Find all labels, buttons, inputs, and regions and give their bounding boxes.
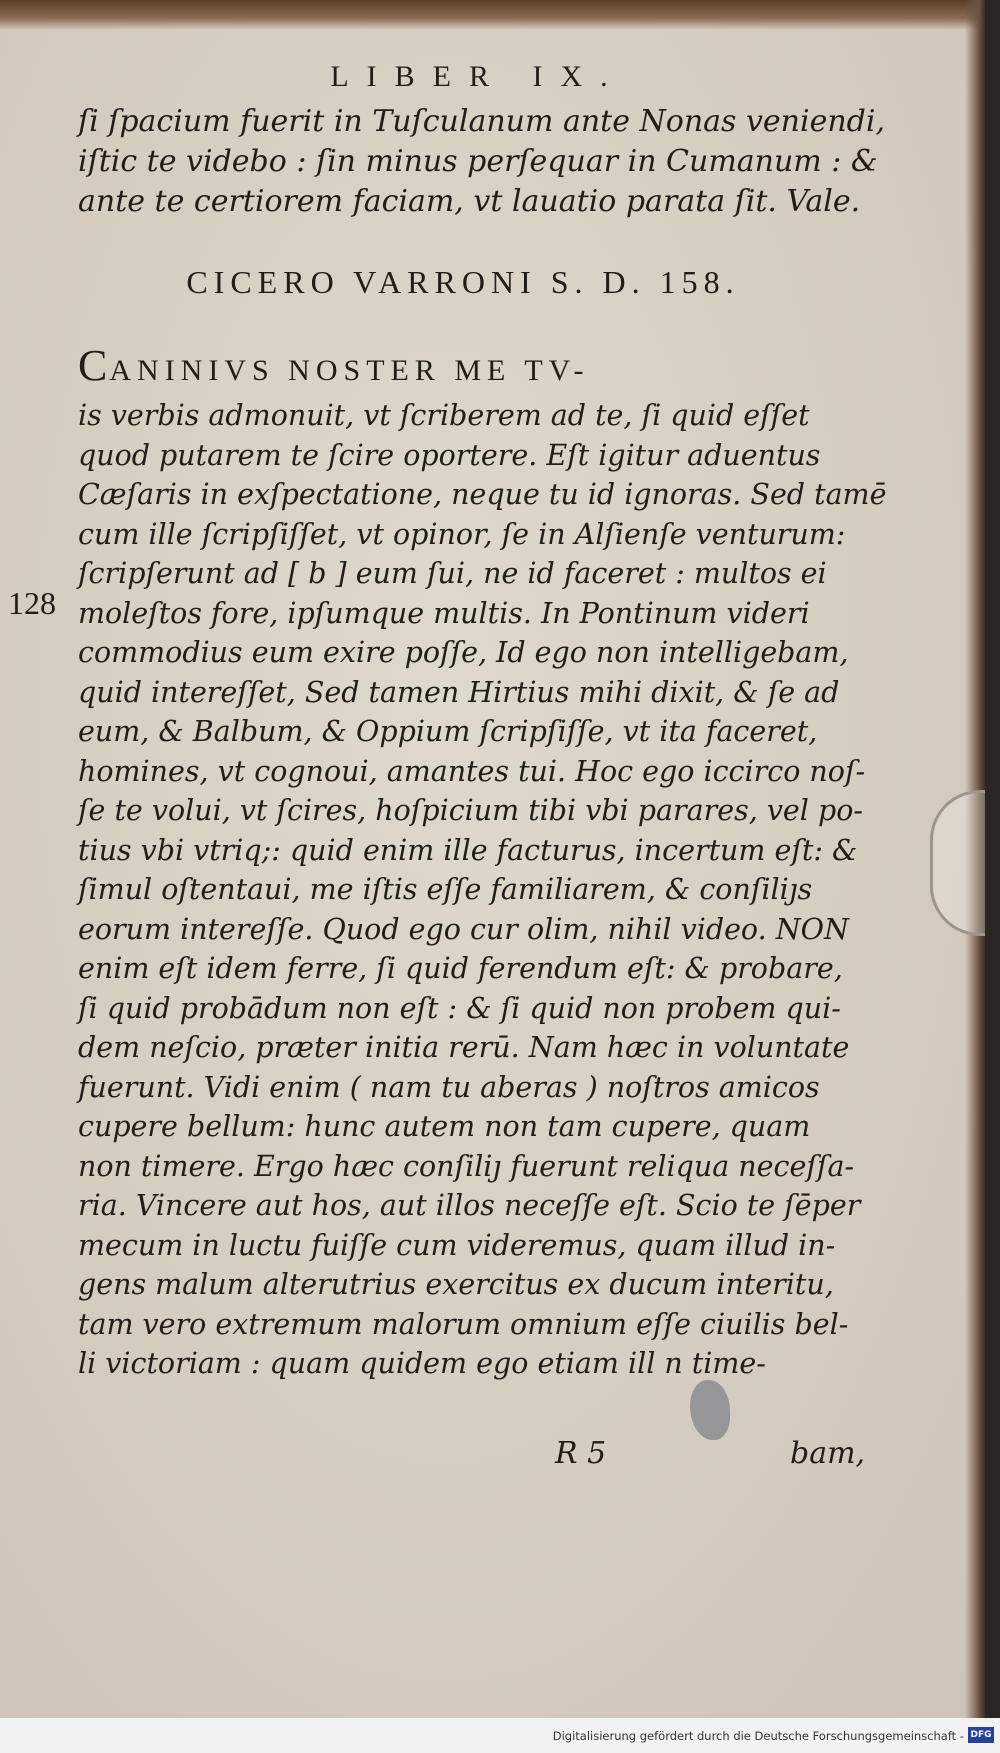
text-line: ante te certiorem faciam, vt lauatio parata ſit. Vale.	[78, 184, 861, 219]
ink-stain	[690, 1380, 730, 1440]
text-line: tius vbi vtriq;: quid enim ille facturus, incertum eſt: &	[78, 833, 858, 867]
text-line: tam vero extremum malorum omnium eſſe ciuilis bel-	[78, 1307, 849, 1341]
text-line: Cæſaris in exſpectatione, neque tu id ignoras. Sed tamē	[78, 478, 887, 511]
text-line: dem neſcio, præter initia rerū. Nam hæc in voluntate	[78, 1031, 850, 1064]
text-line: cum ille ſcripſiſſet, vt opinor, ſe in Alſienſe venturum:	[78, 517, 846, 551]
running-head: LIBER IX.	[330, 60, 626, 93]
margin-page-number: 128	[8, 585, 56, 621]
letter-body	[78, 396, 887, 1384]
text-line: ſcripſerunt ad [ b ] eum ſui, ne id faceret : multos ei	[78, 557, 827, 590]
signature-mark: R 5	[555, 1436, 607, 1471]
footer-credit: Digitalisierung gefördert durch die Deutsche Forschungsgemeinschaft -	[552, 1729, 964, 1743]
text-line: eorum intereſſe. Quod ego cur olim, nihil video. NON	[78, 912, 849, 946]
first-line	[78, 341, 848, 396]
page-top-edge	[0, 0, 985, 30]
first-line-rest: ANINIVS NOSTER ME TV-	[109, 354, 590, 387]
text-line: is verbis admonuit, vt ſcriberem ad te, ſi quid eſſet	[78, 399, 810, 432]
dfg-logo: DFG	[968, 1727, 994, 1743]
catchword: bam,	[790, 1436, 866, 1471]
text-line: quid intereſſet, Sed tamen Hirtius mihi dixit, & ſe ad	[78, 675, 840, 709]
text-line: cupere bellum: hunc autem non tam cupere, quam	[78, 1110, 811, 1143]
text-line: iſtic te videbo : ſin minus perſequar in Cumanum : &	[78, 144, 878, 179]
text-line: fuerunt. Vidi enim ( nam tu aberas ) noſtros amicos	[78, 1070, 820, 1104]
text-line: commodius eum exire poſſe, Id ego non intelligebam,	[78, 636, 849, 669]
text-line: moleſtos fore, ipſumque multis. In Pontinum videri	[78, 596, 810, 630]
text-line: ſi quid probādum non eſt : & ſi quid non probem qui-	[78, 991, 841, 1025]
initial-capital: C	[78, 341, 110, 390]
text-line: mecum in luctu fuiſſe cum videremus, quam illud in-	[78, 1228, 836, 1262]
text-line: quod putarem te ſcire oportere. Eſt igitur aduentus	[78, 438, 821, 472]
text-line: enim eſt idem ferre, ſi quid ferendum eſt: & probare,	[78, 952, 843, 985]
intro-paragraph	[78, 102, 885, 222]
letter-heading: CICERO VARRONI S. D. 158.	[186, 264, 740, 300]
footer-bar	[0, 1718, 1000, 1753]
text-line: eum, & Balbum, & Oppium ſcripſiſſe, vt ita faceret,	[78, 715, 818, 748]
text-line: non timere. Ergo hæc conſiliȷ fuerunt reliqua neceſſa-	[78, 1149, 855, 1183]
text-block	[78, 60, 887, 1384]
text-line: gens malum alterutrius exercitus ex ducum interitu,	[78, 1268, 834, 1301]
text-line: ſimul oſtentaui, me iſtis eſſe familiarem, & conſiliȷs	[78, 873, 813, 906]
text-line: ria. Vincere aut hos, aut illos neceſſe eſt. Scio te ſēper	[78, 1189, 861, 1222]
text-line: ſe te volui, vt ſcires, hoſpicium tibi vbi parares, vel po-	[78, 794, 863, 827]
paper-clip	[930, 790, 985, 936]
text-line: li victoriam : quam quidem ego etiam ill n time-	[78, 1347, 766, 1380]
text-line: homines, vt cognoui, amantes tui. Hoc ego iccirco noſ-	[78, 754, 866, 788]
text-line: ſi ſpacium fuerit in Tuſculanum ante Nonas veniendi,	[78, 104, 885, 139]
